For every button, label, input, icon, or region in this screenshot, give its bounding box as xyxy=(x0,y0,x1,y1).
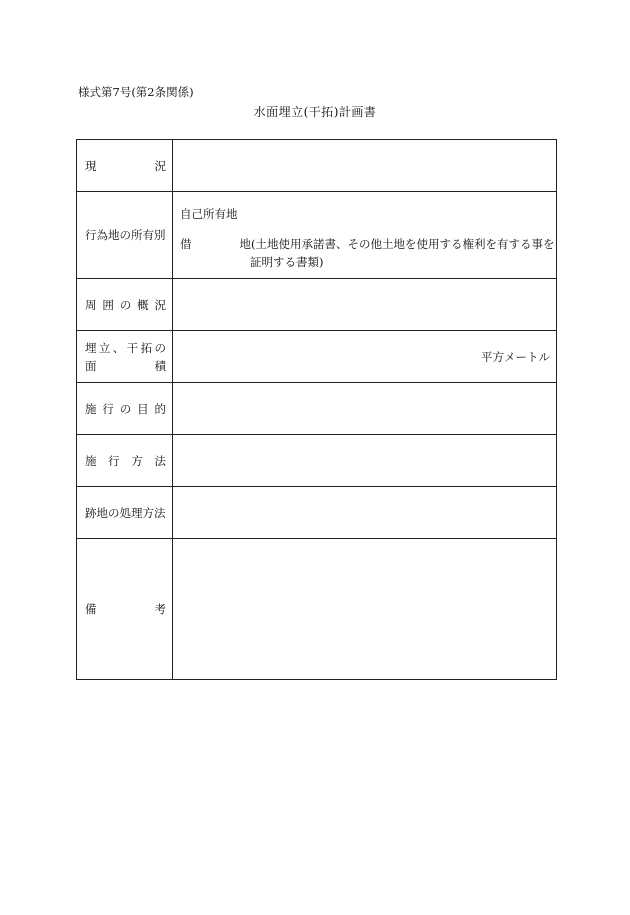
value-ownership[interactable] xyxy=(173,192,556,278)
label-char: 周 xyxy=(85,297,97,312)
label-char: 現 xyxy=(85,158,97,173)
label-area xyxy=(77,331,173,382)
row-method xyxy=(77,435,556,487)
label-char: 的 xyxy=(154,401,166,416)
label-char: 、 xyxy=(112,340,125,355)
label-char: 干 xyxy=(126,340,139,355)
label-site-disposal xyxy=(77,487,173,538)
label-char: 考 xyxy=(154,602,166,616)
label-char: 目 xyxy=(137,401,149,416)
value-method[interactable] xyxy=(173,435,556,486)
label-char: 況 xyxy=(154,158,166,173)
borrowed-note-1: (土地使用承諾書、その他土地を使用する権利を有する事を xyxy=(251,237,555,251)
label-char: の xyxy=(154,340,166,355)
area-unit: 平方メートル xyxy=(481,349,550,364)
label-char: 面 xyxy=(85,358,97,373)
label-char: 方 xyxy=(131,453,143,468)
borrowed-char: 借 xyxy=(180,237,192,251)
label-site-disposal-text: 跡地の処理方法 xyxy=(85,505,166,520)
borrowed-char: 地 xyxy=(239,237,251,251)
option-own-land: 自己所有地 xyxy=(180,207,238,221)
label-remarks xyxy=(77,539,173,679)
row-current-status xyxy=(77,140,556,192)
label-surroundings xyxy=(77,279,173,330)
value-area[interactable] xyxy=(173,331,556,382)
option-borrowed-land xyxy=(180,236,560,270)
row-purpose xyxy=(77,383,556,435)
label-ownership-text: 行為地の所有別 xyxy=(85,228,166,242)
label-char: 拓 xyxy=(140,340,153,355)
label-char: の xyxy=(119,297,132,312)
label-current-status xyxy=(77,140,173,191)
plan-form-table xyxy=(76,139,557,680)
label-char: 行 xyxy=(108,453,120,468)
borrowed-note-2: 証明する書類) xyxy=(250,255,324,269)
label-method xyxy=(77,435,173,486)
label-char: 施 xyxy=(85,401,97,416)
value-site-disposal[interactable] xyxy=(173,487,556,538)
value-purpose[interactable] xyxy=(173,383,556,434)
label-char: 法 xyxy=(154,453,166,468)
value-remarks[interactable] xyxy=(173,539,556,679)
label-char: 備 xyxy=(85,602,97,616)
row-ownership xyxy=(77,192,556,279)
document-title: 水面埋立(干拓)計画書 xyxy=(253,105,377,119)
label-char: 囲 xyxy=(102,297,114,312)
row-site-disposal xyxy=(77,487,556,539)
label-char: 立 xyxy=(98,340,111,355)
row-surroundings xyxy=(77,279,556,331)
label-ownership xyxy=(77,192,173,278)
row-area xyxy=(77,331,556,383)
label-purpose xyxy=(77,383,173,434)
value-current-status[interactable] xyxy=(173,140,556,191)
label-char: 況 xyxy=(154,297,166,312)
label-char: 行 xyxy=(102,401,114,416)
form-number: 様式第7号(第2条関係) xyxy=(78,85,194,99)
label-char: 施 xyxy=(85,453,97,468)
label-char: 積 xyxy=(154,358,166,373)
row-remarks xyxy=(77,539,556,679)
label-char: 概 xyxy=(137,297,149,312)
value-surroundings[interactable] xyxy=(173,279,556,330)
label-char: 埋 xyxy=(85,340,97,355)
label-char: の xyxy=(119,401,132,416)
